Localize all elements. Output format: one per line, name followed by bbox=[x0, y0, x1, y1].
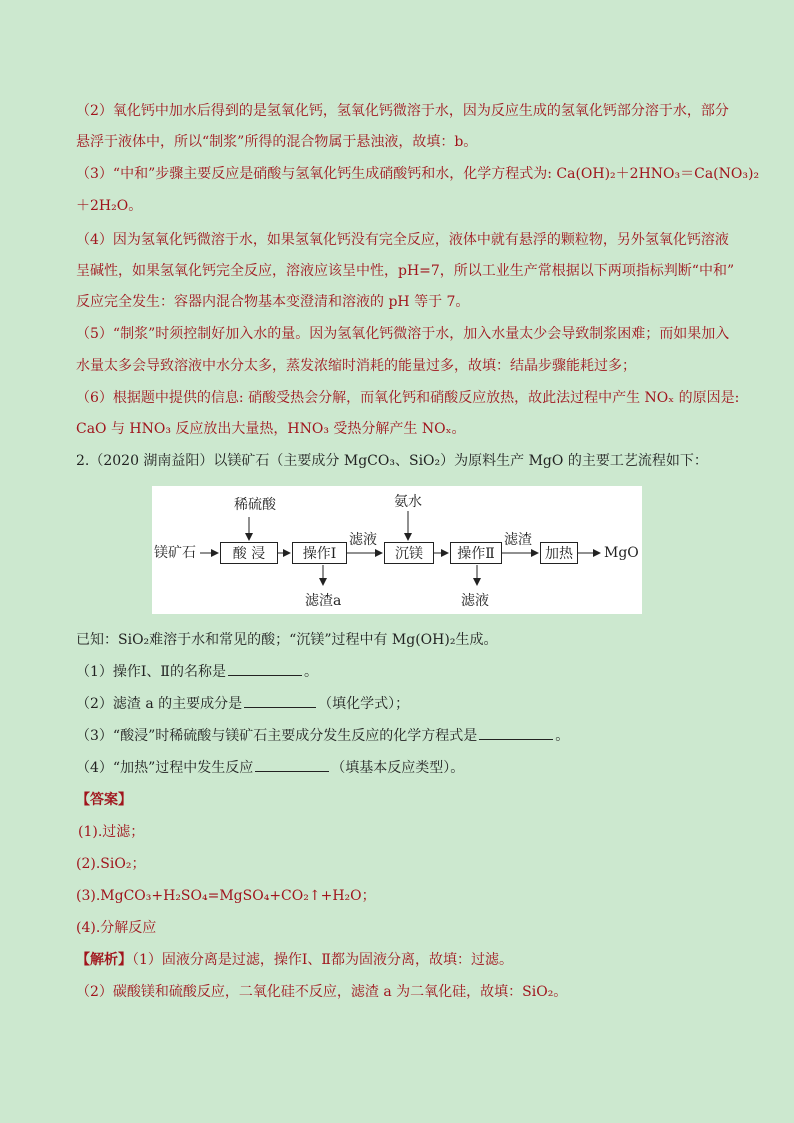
sub-question-2-end: （填化学式）； bbox=[318, 696, 410, 712]
sub-question-2-text: （2）滤渣 a 的主要成分是 bbox=[76, 696, 243, 712]
solution-p4-line2: 呈碱性，如果氢氧化钙完全反应，溶液应该呈中性，pH=7，所以工业生产常根据以下两项指标判断“中和” bbox=[76, 263, 735, 279]
flow-reagent-acid: 稀硫酸 bbox=[234, 497, 276, 513]
sub-question-3-end: 。 bbox=[555, 728, 570, 744]
answer-1: (1).过滤； bbox=[78, 824, 145, 840]
answer-header: 【答案】 bbox=[76, 792, 132, 808]
solution-p4-line1: （4）因为氢氧化钙微溶于水，如果氢氧化钙没有完全反应，液体中就有悬浮的颗粒物，另外氢氧化钙溶液 bbox=[76, 232, 729, 248]
solution-p3-line1: （3）“中和”步骤主要反应是硝酸与氢氧化钙生成硝酸钙和水，化学方程式为: Ca(OH)₂＋2HNO₃＝Ca(NO₃)₂ bbox=[76, 166, 760, 182]
question-stem: 2.（2020 湖南益阳）以镁矿石（主要成分 MgCO₃、SiO₂）为原料生产 MgO 的主要工艺流程如下： bbox=[76, 453, 708, 469]
analysis-line-1 bbox=[76, 950, 513, 970]
flow-step-heat: 加热 bbox=[540, 542, 578, 564]
flow-output-mgo: MgO bbox=[604, 545, 639, 561]
flow-step-operation-2: 操作Ⅱ bbox=[450, 542, 502, 564]
solution-p5-line2: 水量太多会导致溶液中水分太多，蒸发浓缩时消耗的能量过多，故填：结晶步骤能耗过多； bbox=[76, 358, 636, 374]
sub-question-4 bbox=[76, 758, 464, 778]
flow-residue-a: 滤渣a bbox=[305, 593, 342, 609]
sub-question-3-text: （3）“酸浸”时稀硫酸与镁矿石主要成分发生反应的化学方程式是 bbox=[76, 728, 478, 744]
answer-blank-3 bbox=[479, 727, 553, 740]
solution-p6-line1: （6）根据题中提供的信息: 硝酸受热会分解，而氧化钙和硝酸反应放热，故此法过程中产生 NOₓ 的原因是: bbox=[76, 390, 740, 406]
flow-step-precipitate: 沉镁 bbox=[384, 542, 434, 564]
answer-blank-1 bbox=[228, 663, 302, 676]
sub-question-1-end: 。 bbox=[303, 664, 318, 680]
solution-p2-line2: 悬浮于液体中，所以“制浆”所得的混合物属于悬浊液，故填：b。 bbox=[76, 134, 478, 150]
solution-p6-line2: CaO 与 HNO₃ 反应放出大量热，HNO₃ 受热分解产生 NOₓ。 bbox=[76, 421, 466, 437]
answer-4: (4).分解反应 bbox=[76, 920, 157, 936]
sub-question-1 bbox=[76, 662, 318, 682]
analysis-line-2: （2）碳酸镁和硫酸反应，二氧化硅不反应，滤渣 a 为二氧化硅，故填：SiO₂。 bbox=[76, 984, 568, 1000]
solution-p5-line1: （5）“制浆”时须控制好加入水的量。因为氢氧化钙微溶于水，加入水量太少会导致制浆困难；而如果加入 bbox=[76, 326, 730, 342]
process-flow-diagram bbox=[152, 486, 642, 614]
answer-blank-2 bbox=[244, 695, 316, 708]
sub-question-1-text: （1）操作Ⅰ、Ⅱ的名称是 bbox=[76, 664, 226, 680]
analysis-header: 【解析】 bbox=[76, 952, 132, 968]
flow-step-operation-1: 操作Ⅰ bbox=[292, 542, 347, 564]
sub-question-3 bbox=[76, 726, 569, 746]
flow-residue-2: 滤渣 bbox=[504, 532, 532, 548]
flow-input-ore: 镁矿石 bbox=[154, 545, 196, 561]
sub-question-2 bbox=[76, 694, 409, 714]
answer-2: (2).SiO₂； bbox=[76, 856, 146, 872]
solution-p3-line2: ＋2H₂O。 bbox=[76, 198, 143, 214]
solution-p4-line3: 反应完全发生：容器内混合物基本变澄清和溶液的 pH 等于 7。 bbox=[76, 294, 470, 310]
flow-filtrate-2: 滤液 bbox=[461, 593, 489, 609]
sub-question-4-end: （填基本反应类型）。 bbox=[331, 760, 465, 776]
sub-question-4-text: （4）“加热”过程中发生反应 bbox=[76, 760, 254, 776]
solution-p2-line1: （2）氧化钙中加水后得到的是氢氧化钙，氢氧化钙微溶于水，因为反应生成的氢氧化钙部分溶于水，部分 bbox=[76, 103, 729, 119]
question-known: 已知：SiO₂难溶于水和常见的酸；“沉镁”过程中有 Mg(OH)₂生成。 bbox=[76, 632, 498, 648]
flow-filtrate-1: 滤液 bbox=[349, 532, 377, 548]
answer-3: (3).MgCO₃+H₂SO₄=MgSO₄+CO₂↑+H₂O； bbox=[76, 888, 376, 904]
flow-reagent-ammonia: 氨水 bbox=[394, 494, 422, 510]
flow-step-acid-leach: 酸 浸 bbox=[220, 542, 278, 564]
analysis-text-1: （1）固液分离是过滤，操作Ⅰ、Ⅱ都为固液分离，故填：过滤。 bbox=[132, 952, 513, 968]
answer-blank-4 bbox=[255, 759, 329, 772]
